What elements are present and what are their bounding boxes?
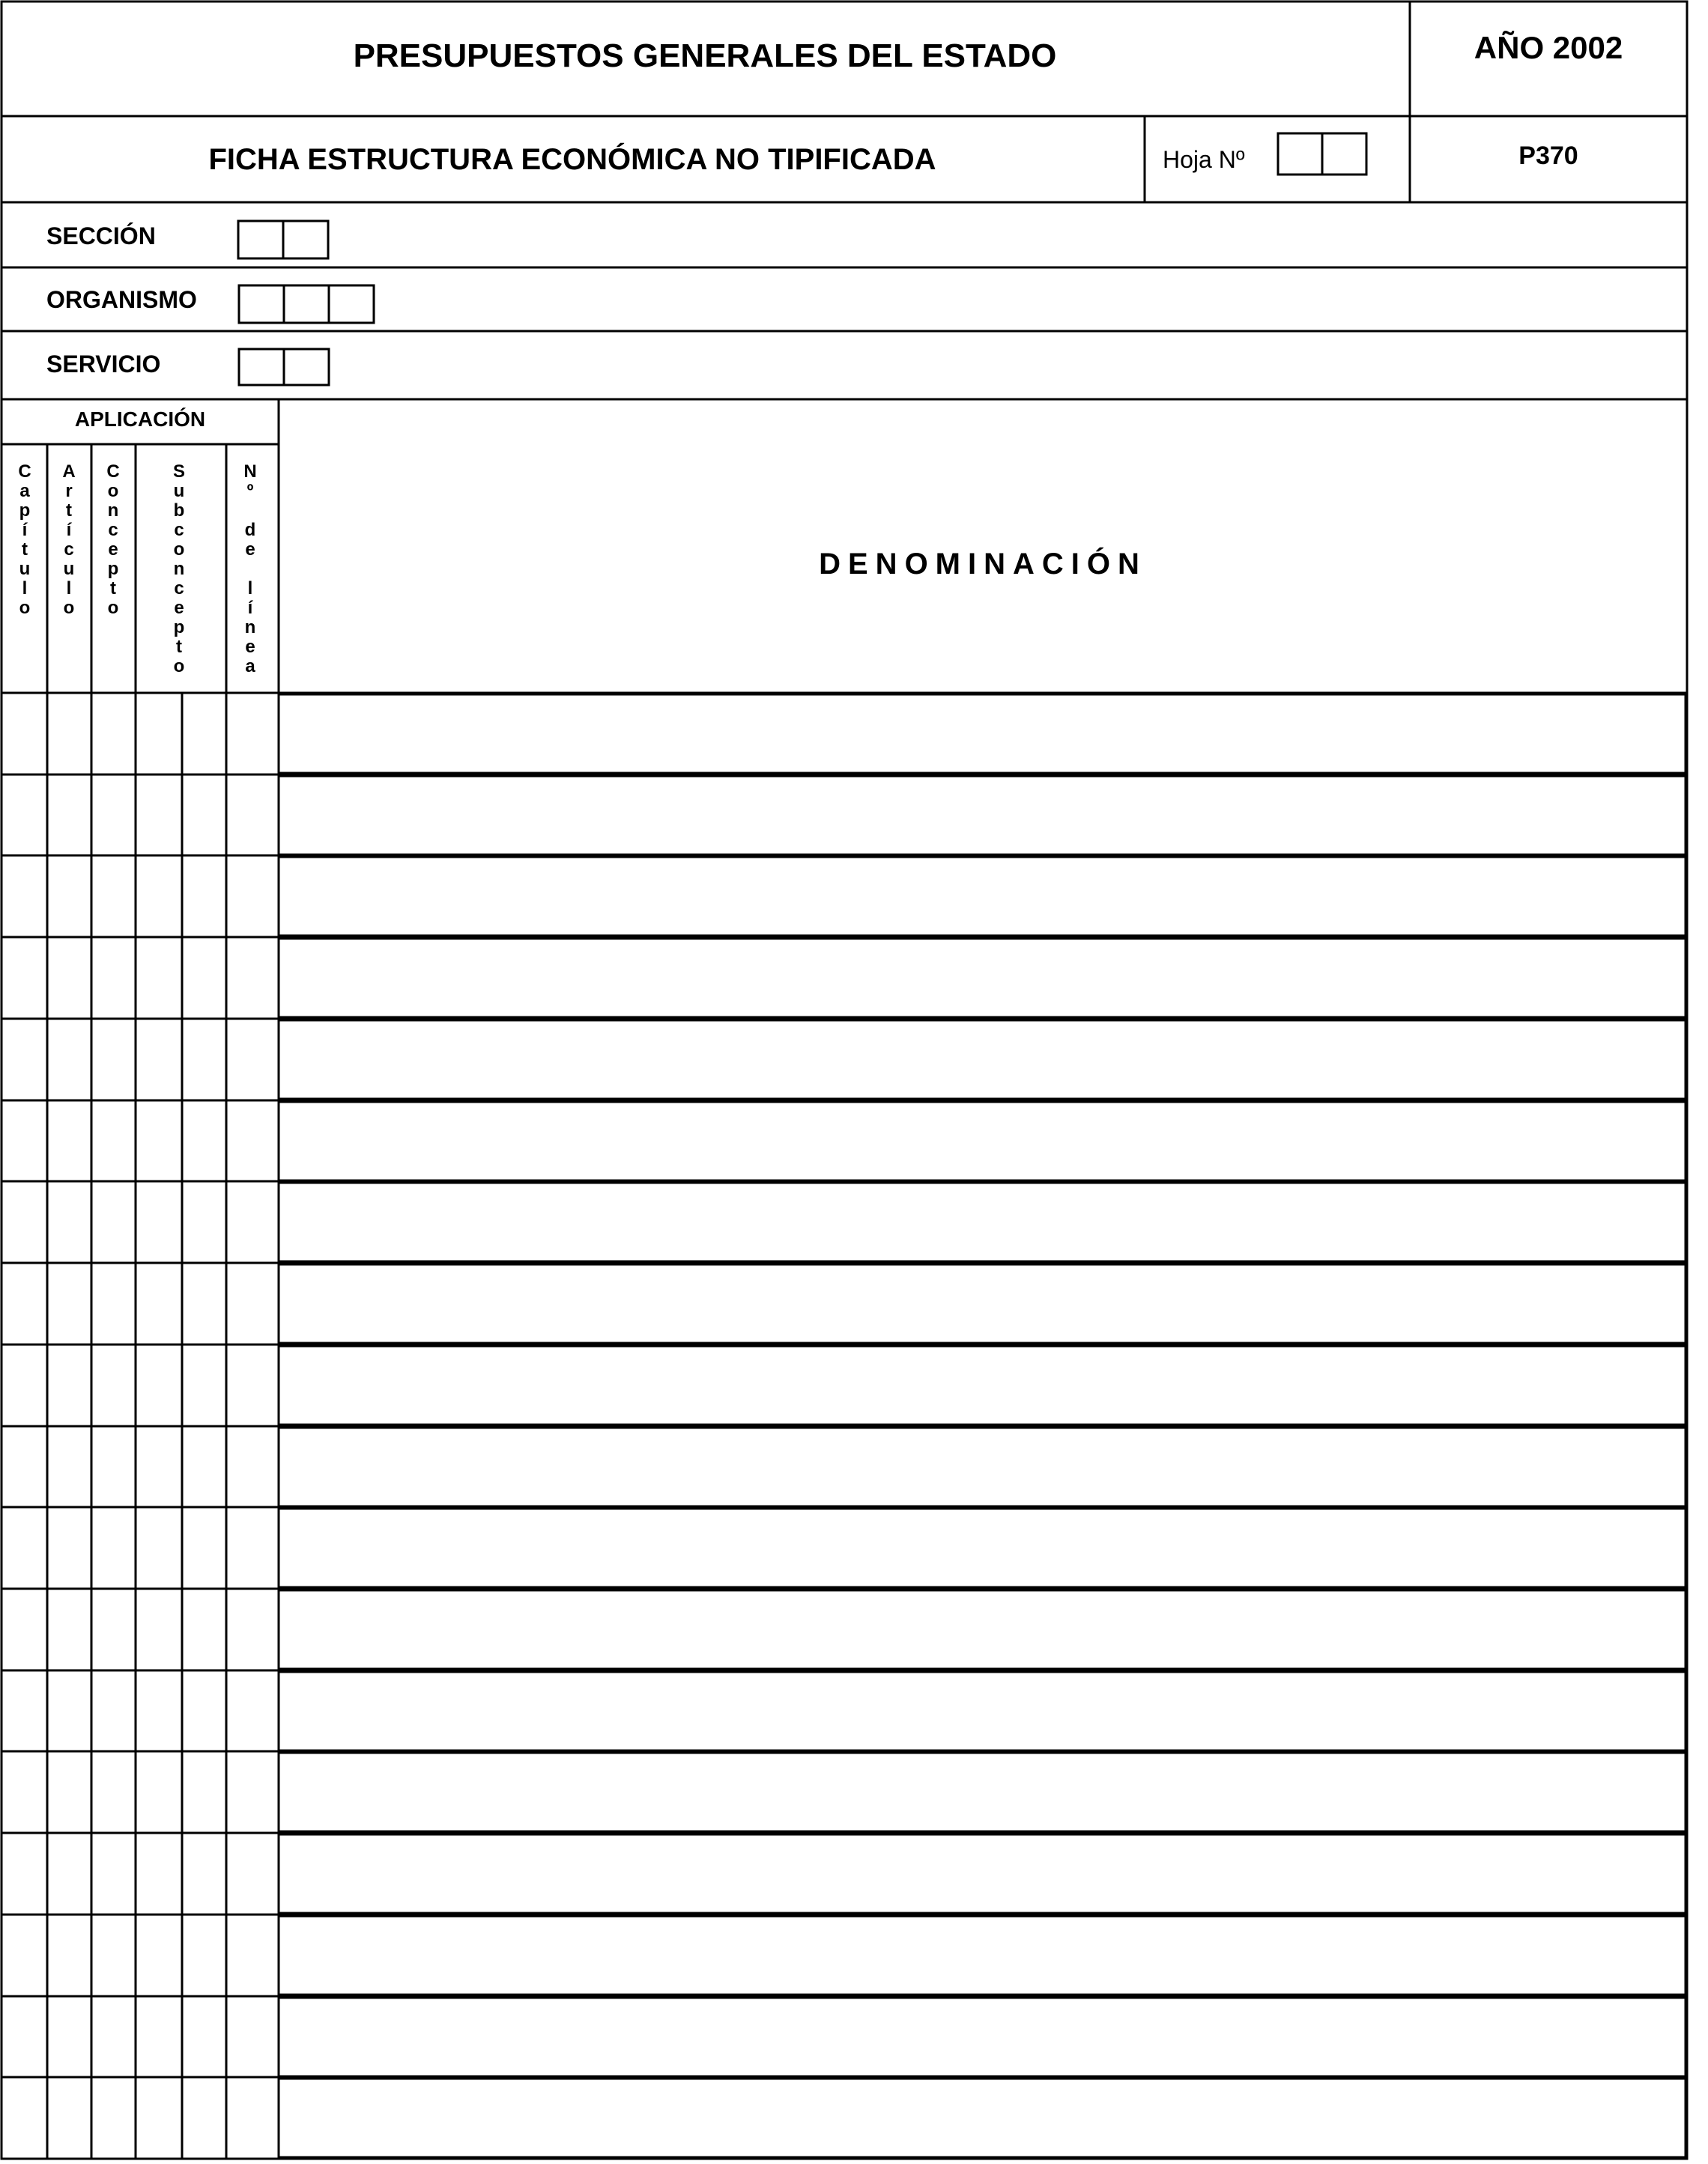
denomination-entry-cell[interactable] [279, 1264, 1686, 1343]
service-label: SERVICIO [46, 351, 161, 378]
sheet-number-label: Hoja Nº [1163, 146, 1245, 173]
application-header: APLICACIÓN [74, 407, 206, 431]
denomination-entry-cell[interactable] [279, 1102, 1686, 1180]
denomination-entry-cell[interactable] [279, 1428, 1686, 1506]
denomination-entry-cell[interactable] [279, 1020, 1686, 1099]
organism-label: ORGANISMO [46, 286, 197, 313]
denomination-entry-cell[interactable] [279, 1590, 1686, 1669]
form-title: PRESUPUESTOS GENERALES DEL ESTADO [353, 37, 1057, 74]
denomination-entry-cell[interactable] [279, 1346, 1686, 1425]
denomination-entry-cell[interactable] [279, 2079, 1686, 2157]
denomination-entry-cell[interactable] [279, 694, 1686, 773]
denomination-entry-cell[interactable] [279, 939, 1686, 1017]
denomination-entry-cell[interactable] [279, 1509, 1686, 1587]
form-year: AÑO 2002 [1474, 30, 1623, 65]
section-input[interactable] [238, 221, 328, 258]
column-header-concepto: C o n c e p t o [106, 461, 120, 618]
denomination-header: DENOMINACIÓN [819, 548, 1147, 581]
sheet-number-input[interactable] [1278, 133, 1366, 175]
form-code: P370 [1518, 142, 1578, 170]
denomination-entry-cell[interactable] [279, 776, 1686, 855]
form-subtitle: FICHA ESTRUCTURA ECONÓMICA NO TIPIFICADA [208, 143, 936, 176]
denomination-entry-cell[interactable] [279, 1916, 1686, 1995]
denomination-entry-cell[interactable] [279, 1753, 1686, 1831]
section-label: SECCIÓN [46, 222, 156, 249]
denomination-entry-cell[interactable] [279, 1834, 1686, 1913]
service-input[interactable] [239, 349, 329, 385]
denomination-entry-cell[interactable] [279, 1183, 1686, 1261]
column-header-capitulo: C a p í t u l o [18, 461, 31, 618]
denomination-entry-cell[interactable] [279, 857, 1686, 936]
denomination-entry-cell[interactable] [279, 1998, 1686, 2076]
column-header-subconcepto: S u b c o n c e p t o [172, 461, 185, 676]
column-header-articulo: A r t í c u l o [62, 461, 76, 618]
column-header-numero-linea: N º d e l í n e a [243, 461, 257, 676]
organism-input[interactable] [239, 285, 374, 323]
denomination-entry-cell[interactable] [279, 1672, 1686, 1751]
